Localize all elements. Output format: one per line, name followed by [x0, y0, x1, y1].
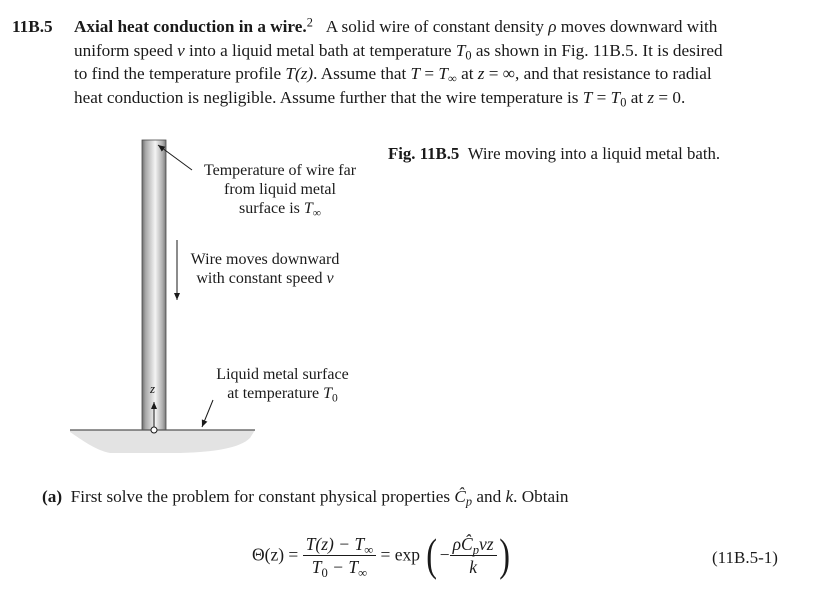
part-a-label: (a): [42, 487, 63, 506]
liquid-metal-bath: [70, 430, 255, 453]
problem-number: 11B.5: [12, 17, 53, 36]
z-axis-label: z: [150, 381, 156, 396]
figure-caption: Fig. 11B.5 Wire moving into a liquid metal bath.: [388, 144, 721, 163]
surface-label: Liquid metal surface at temperature $T_0$: [216, 366, 349, 405]
far-temperature-label: Temperature of wire far from liquid metal surface is $T_\infty$: [203, 162, 357, 220]
exponent-fraction: $\frac{\rho Ĉ_pvz}{k}$: [450, 533, 497, 578]
problem-title: Axial heat conduction in a wire.: [74, 17, 307, 36]
part-a-text: (a) First solve the problem for constant physical properties $Ĉ_p$ and k. Obtain: [42, 487, 569, 509]
surface-leader: [202, 400, 213, 427]
motion-label: Wire moves downward with constant speed v: [190, 251, 340, 287]
problem-line-1: Axial heat conduction in a wire.$^2$ A solid wire of constant density ρ moves downward with: [74, 15, 718, 36]
temperature-ratio-fraction: $\frac{T(z) - T_\infty}{T_0 - T_\infty}$: [303, 533, 376, 578]
problem-line-3: to find the temperature profile T(z). Assume that $T = T_\infty$ at z = ∞, and that resistance to radial: [74, 64, 712, 86]
problem-line-4: heat conduction is negligible. Assume further that the wire temperature is $T = T_0$ at z = 0.: [74, 87, 686, 110]
equation-number: (11B.5-1): [712, 548, 778, 567]
origin-marker: [151, 427, 157, 433]
problem-line-2: uniform speed v into a liquid metal bath at temperature $T_0$ as shown in Fig. 11B.5. It is desired: [74, 40, 723, 63]
equation-11B5-1: Θ(z) = $\frac{T(z) - T_\infty}{T_0 - T_\infty}$ = exp ( − $\frac{\rho Ĉ_pvz}{k}$ ): [252, 529, 510, 580]
footnote-mark: 2: [306, 15, 313, 30]
